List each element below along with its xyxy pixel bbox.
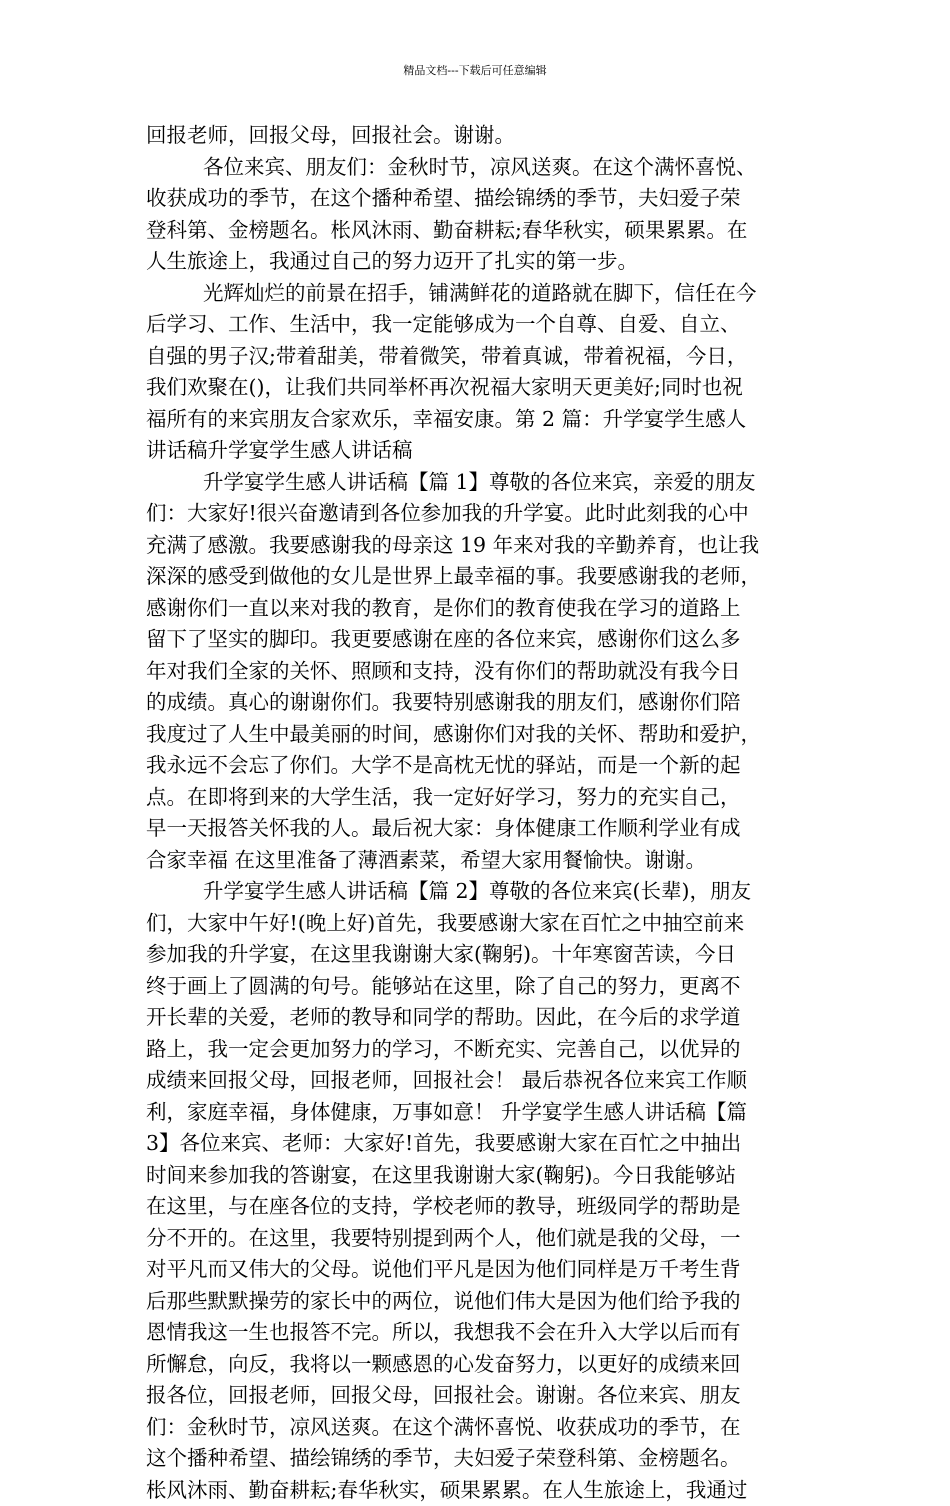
text-line: 感谢你们一直以来对我的教育，是你们的教育使我在学习的道路上 bbox=[146, 593, 806, 625]
text-line: 自强的男子汉;带着甜美，带着微笑，带着真诚，带着祝福，今日， bbox=[146, 341, 806, 373]
text-line: 光辉灿烂的前景在招手，铺满鲜花的道路就在脚下，信任在今 bbox=[146, 278, 806, 310]
text-line: 报各位，回报老师，回报父母，回报社会。谢谢。各位来宾、朋友 bbox=[146, 1380, 806, 1412]
text-line: 我永远不会忘了你们。大学不是高枕无忧的驿站，而是一个新的起 bbox=[146, 750, 806, 782]
body-text bbox=[146, 120, 806, 1506]
text-line: 分不开的。在这里，我要特别提到两个人，他们就是我的父母，一 bbox=[146, 1223, 806, 1255]
text-line: 早一天报答关怀我的人。最后祝大家：身体健康工作顺利学业有成 bbox=[146, 813, 806, 845]
text-line: 回报老师，回报父母，回报社会。谢谢。 bbox=[146, 120, 806, 152]
text-line: 利，家庭幸福，身体健康，万事如意！ 升学宴学生感人讲话稿【篇 bbox=[146, 1097, 806, 1129]
text-line: 们：大家好!很兴奋邀请到各位参加我的升学宴。此时此刻我的心中 bbox=[146, 498, 806, 530]
text-line: 终于画上了圆满的句号。能够站在这里，除了自己的努力，更离不 bbox=[146, 971, 806, 1003]
text-line: 对平凡而又伟大的父母。说他们平凡是因为他们同样是万千考生背 bbox=[146, 1254, 806, 1286]
text-line: 升学宴学生感人讲话稿【篇 1】尊敬的各位来宾，亲爱的朋友 bbox=[146, 467, 806, 499]
text-line: 成绩来回报父母，回报老师，回报社会！ 最后恭祝各位来宾工作顺 bbox=[146, 1065, 806, 1097]
text-line: 升学宴学生感人讲话稿【篇 2】尊敬的各位来宾(长辈)，朋友 bbox=[146, 876, 806, 908]
text-line: 留下了坚实的脚印。我更要感谢在座的各位来宾，感谢你们这么多 bbox=[146, 624, 806, 656]
text-line: 枨风沐雨、勤奋耕耘;春华秋实，硕果累累。在人生旅途上，我通过 bbox=[146, 1475, 806, 1506]
text-line: 后那些默默操劳的家长中的两位，说他们伟大是因为他们给予我的 bbox=[146, 1286, 806, 1318]
text-line: 登科第、金榜题名。枨风沐雨、勤奋耕耘;春华秋实，硕果累累。在 bbox=[146, 215, 806, 247]
text-line: 的成绩。真心的谢谢你们。我要特别感谢我的朋友们，感谢你们陪 bbox=[146, 687, 806, 719]
text-line: 深深的感受到做他的女儿是世界上最幸福的事。我要感谢我的老师， bbox=[146, 561, 806, 593]
text-line: 时间来参加我的答谢宴，在这里我谢谢大家(鞠躬)。今日我能够站 bbox=[146, 1160, 806, 1192]
text-line: 恩情我这一生也报答不完。所以，我想我不会在升入大学以后而有 bbox=[146, 1317, 806, 1349]
text-line: 收获成功的季节，在这个播种希望、描绘锦绣的季节，夫妇爱子荣 bbox=[146, 183, 806, 215]
text-line: 在这里，与在座各位的支持，学校老师的教导，班级同学的帮助是 bbox=[146, 1191, 806, 1223]
text-line: 合家幸福 在这里准备了薄酒素菜，希望大家用餐愉快。谢谢。 bbox=[146, 845, 806, 877]
page-header: 精品文档---下载后可任意编辑 bbox=[0, 64, 950, 78]
text-line: 讲话稿升学宴学生感人讲话稿 bbox=[146, 435, 806, 467]
text-line: 们：金秋时节，凉风送爽。在这个满怀喜悦、收获成功的季节，在 bbox=[146, 1412, 806, 1444]
text-line: 开长辈的关爱，老师的教导和同学的帮助。因此，在今后的求学道 bbox=[146, 1002, 806, 1034]
text-line: 所懈怠，向反，我将以一颗感恩的心发奋努力，以更好的成绩来回 bbox=[146, 1349, 806, 1381]
text-line: 人生旅途上，我通过自己的努力迈开了扎实的第一步。 bbox=[146, 246, 806, 278]
text-line: 各位来宾、朋友们：金秋时节，凉风送爽。在这个满怀喜悦、 bbox=[146, 152, 806, 184]
text-line: 3】各位来宾、老师：大家好!首先，我要感谢大家在百忙之中抽出 bbox=[146, 1128, 806, 1160]
text-line: 充满了感激。我要感谢我的母亲这 19 年来对我的辛勤养育，也让我 bbox=[146, 530, 806, 562]
text-line: 年对我们全家的关怀、照顾和支持，没有你们的帮助就没有我今日 bbox=[146, 656, 806, 688]
text-line: 路上，我一定会更加努力的学习，不断充实、完善自己，以优异的 bbox=[146, 1034, 806, 1066]
text-line: 参加我的升学宴，在这里我谢谢大家(鞠躬)。十年寒窗苦读，今日 bbox=[146, 939, 806, 971]
text-line: 点。在即将到来的大学生活，我一定好好学习，努力的充实自己， bbox=[146, 782, 806, 814]
text-line: 福所有的来宾朋友合家欢乐，幸福安康。第 2 篇：升学宴学生感人 bbox=[146, 404, 806, 436]
text-line: 们，大家中午好!(晚上好)首先，我要感谢大家在百忙之中抽空前来 bbox=[146, 908, 806, 940]
text-line: 我们欢聚在()，让我们共同举杯再次祝福大家明天更美好;同时也祝 bbox=[146, 372, 806, 404]
text-line: 后学习、工作、生活中，我一定能够成为一个自尊、自爱、自立、 bbox=[146, 309, 806, 341]
text-line: 我度过了人生中最美丽的时间，感谢你们对我的关怀、帮助和爱护， bbox=[146, 719, 806, 751]
text-line: 这个播种希望、描绘锦绣的季节，夫妇爱子荣登科第、金榜题名。 bbox=[146, 1443, 806, 1475]
